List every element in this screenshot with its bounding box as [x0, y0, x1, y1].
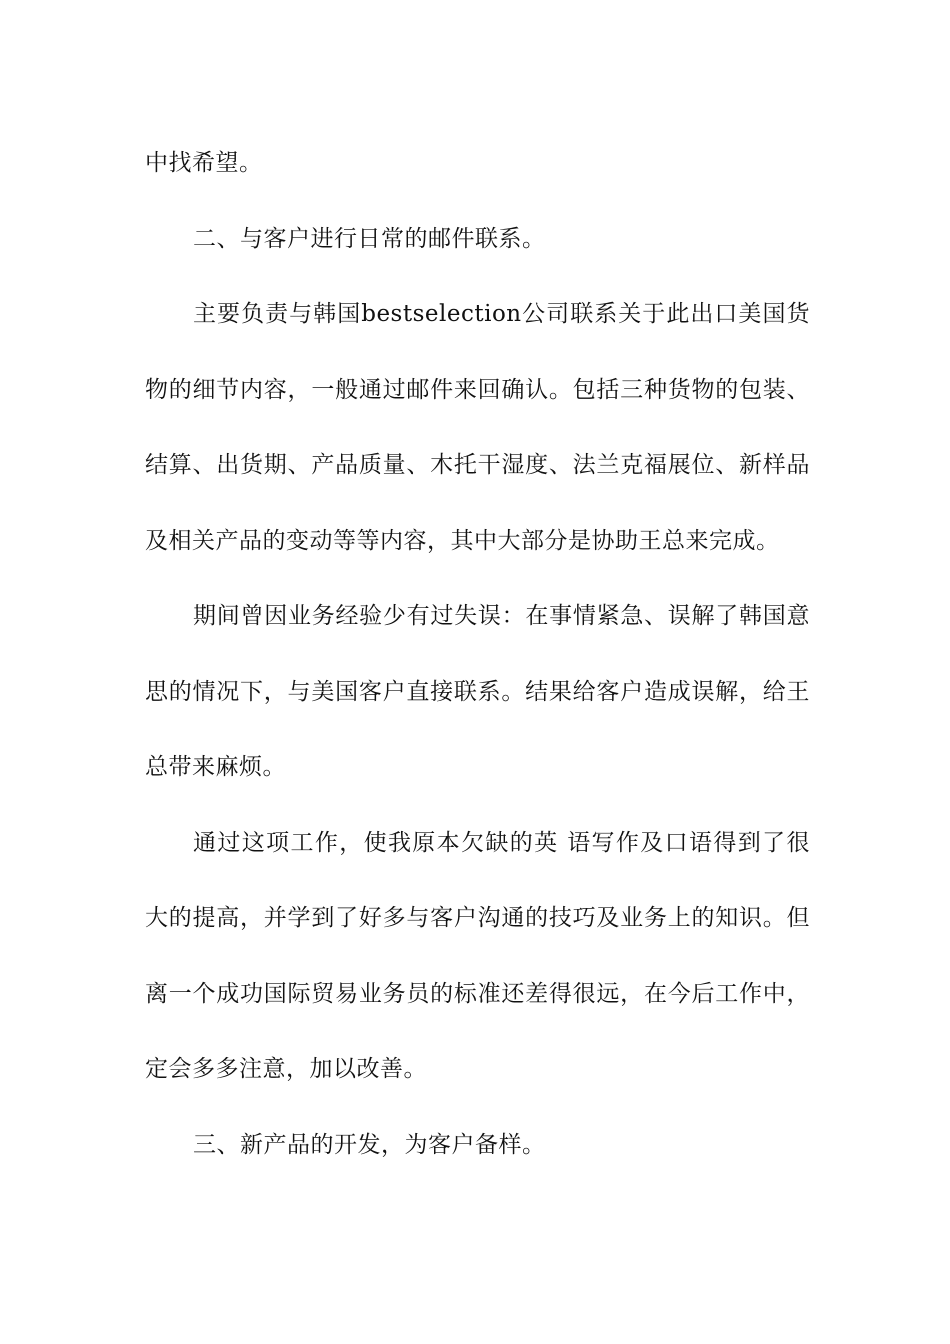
section-heading-new-products: 三、新产品的开发，为客户备样。 [193, 1131, 546, 1158]
section-heading-email-contact: 二、与客户进行日常的邮件联系。 [193, 225, 546, 252]
paragraph-email-duties: 主要负责与韩国bestselection公司联系关于此出口美国货物的细节内容，一般通过邮件来回确认。包括三种货物的包装、结算、出货期、产品质量、木托干湿度、法兰克福展位、新样品及相关产品的变动等等内容，其中大部分是协助王总来完成。 [145, 301, 810, 554]
document-body [145, 126, 810, 1183]
paragraph-continuation: 中找希望。 [145, 150, 263, 176]
paragraph-improvement: 通过这项工作，使我原本欠缺的英 语写作及口语得到了很大的提高，并学到了好多与客户沟通的技巧及业务上的知识。但离一个成功国际贸易业务员的标准还差得很远，在今后工作中，定会多多注意，加以改善。 [145, 829, 810, 1082]
paragraph-mistake: 期间曾因业务经验少有过失误：在事情紧急、误解了韩国意思的情况下，与美国客户直接联系。结果给客户造成误解，给王总带来麻烦。 [145, 603, 810, 780]
